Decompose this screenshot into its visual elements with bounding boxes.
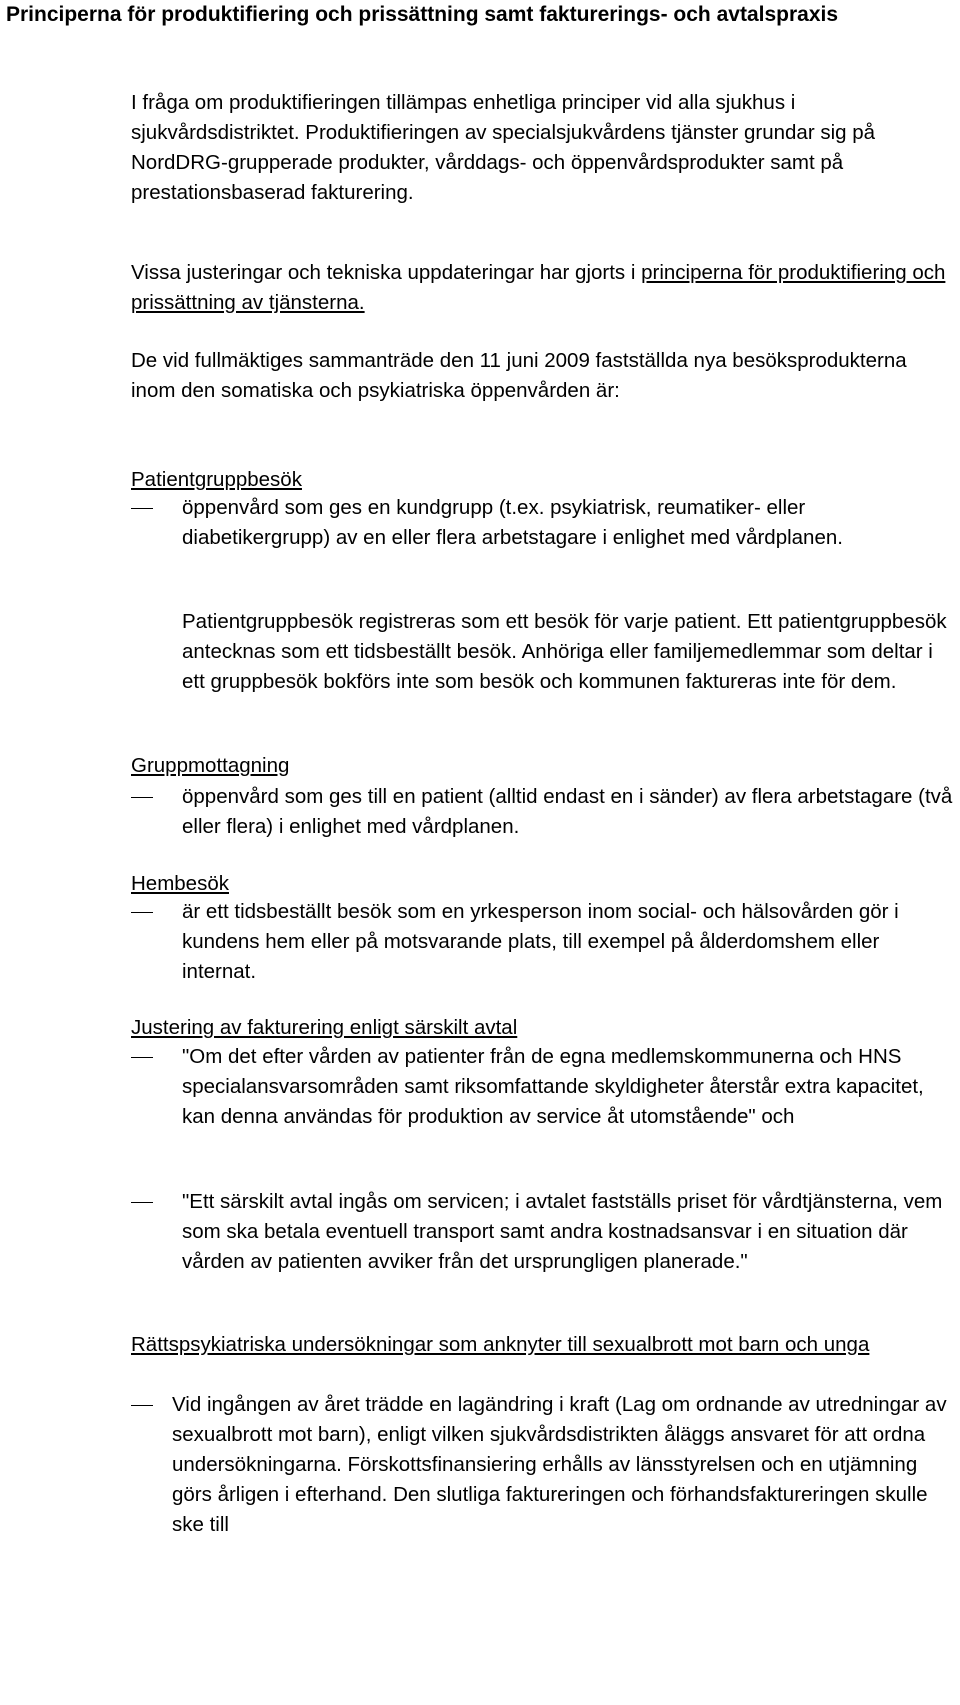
update-text: Vissa justeringar och tekniska uppdateringar har gjorts i bbox=[131, 261, 642, 284]
hembesok-definition: är ett tidsbeställt besök som en yrkesperson inom social- och hälsovården gör i kundens hem eller på motsvarande plats, till exempel på ålderdomshem eller internat. bbox=[182, 900, 899, 983]
justering-quote-2: "Ett särskilt avtal ingås om servicen; i avtalet fastställs priset för vårdtjänsterna, vem som ska betala eventuell transport samt andra kostnadsansvar i en situation där vården av patienten avviker från det ursprungligen planerade." bbox=[182, 1190, 943, 1273]
rattspsyk-definition: Vid ingången av året trädde en lagändring i kraft (Lag om ordnande av utredningar av sexualbrott mot barn), enligt vilken sjukvårdsdistrikten åläggs ansvaret för att ordna undersökningarna. Förskottsfinansiering erhålls av länsstyrelsen och en utjämning görs årligen i efterhand. Den slutliga faktureringen och förhandsfaktureringen skulle ske till bbox=[172, 1393, 947, 1536]
hembesok-heading-text: Hembesök bbox=[131, 872, 229, 895]
justering-quote-1: "Om det efter vården av patienter från de egna medlemskommunerna och HNS specialansvarsområden samt riksomfattande skyldigheter återstår extra kapacitet, kan denna användas för produktion av service åt utomstående" och bbox=[182, 1045, 924, 1128]
dash-bullet bbox=[131, 1202, 153, 1203]
dash-bullet bbox=[131, 912, 153, 913]
gruppmottagning-heading-text: Gruppmottagning bbox=[131, 754, 290, 777]
section-heading-gruppmottagning bbox=[131, 751, 951, 781]
dash-bullet bbox=[131, 797, 153, 798]
dash-bullet bbox=[131, 1057, 153, 1058]
dash-bullet bbox=[131, 1405, 153, 1406]
section-heading-patientgrupp bbox=[131, 465, 951, 495]
rattspsyk-heading-text: Rättspsykiatriska undersökningar som anknyter till sexualbrott mot barn och unga bbox=[131, 1333, 870, 1356]
patientgrupp-definition: öppenvård som ges en kundgrupp (t.ex. psykiatrisk, reumatiker- eller diabetikergrupp) av en eller flera arbetstagare i enlighet med vårdplanen. bbox=[182, 496, 843, 549]
section-heading-justering bbox=[131, 1013, 951, 1043]
justering-heading-text: Justering av fakturering enligt särskilt avtal bbox=[131, 1016, 518, 1039]
intro-paragraph: I fråga om produktifieringen tillämpas enhetliga principer vid alla sjukhus i sjukvårdsdistriktet. Produktifieringen av specialsjukvårdens tjänster grundar sig på NordDRG-grupperade produkter, vårddags- och öppenvårdsprodukter samt på prestationsbaserad fakturering. bbox=[131, 91, 876, 204]
section-heading-rattspsyk bbox=[131, 1330, 951, 1360]
gruppmottagning-definition: öppenvård som ges till en patient (alltid endast en i sänder) av flera arbetstagare (två eller flera) i enlighet med vårdplanen. bbox=[182, 785, 953, 838]
new-products-paragraph: De vid fullmäktiges sammanträde den 11 juni 2009 fastställda nya besöksprodukterna inom den somatiska och psykiatriska öppenvården är: bbox=[131, 349, 907, 402]
dash-bullet bbox=[131, 508, 153, 509]
section-heading-hembesok bbox=[131, 869, 951, 899]
update-paragraph bbox=[131, 258, 951, 318]
patientgrupp-note: Patientgruppbesök registreras som ett besök för varje patient. Ett patientgruppbesök antecknas som ett tidsbeställt besök. Anhöriga eller familjemedlemmar som deltar i ett gruppbesök bokförs inte som besök och kommunen faktureras inte för dem. bbox=[182, 610, 947, 693]
principles-link[interactable]: principerna för produktifiering och prissättning av tjänsterna. bbox=[131, 261, 946, 314]
patientgrupp-heading-text: Patientgruppbesök bbox=[131, 468, 302, 491]
page-title: Principerna för produktifiering och prissättning samt fakturerings- och avtalspraxis bbox=[6, 3, 839, 26]
